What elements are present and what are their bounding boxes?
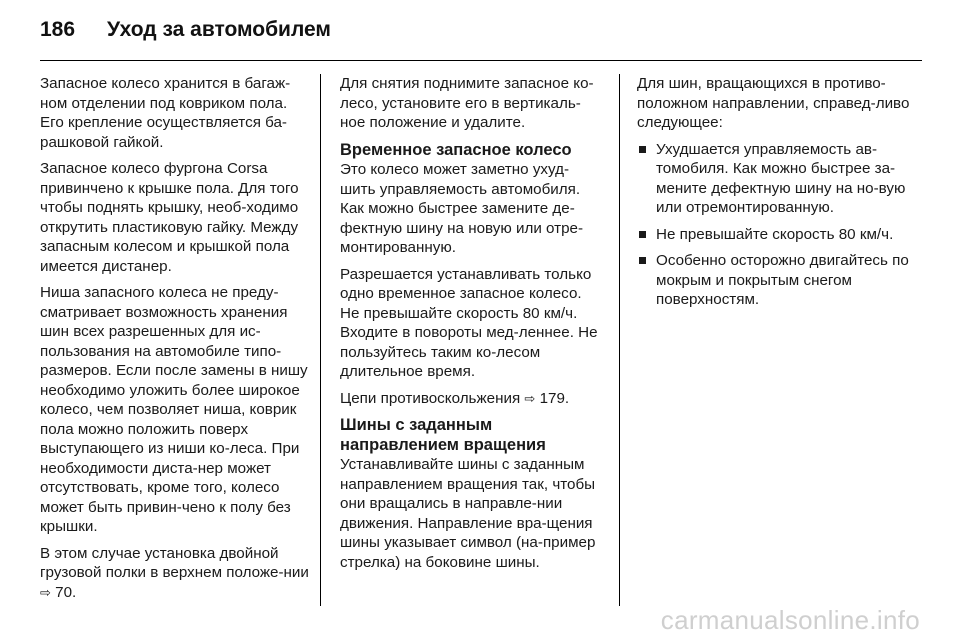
list-item-text: Особенно осторожно двигайтесь по мокрым и покрытым снегом поверхностям. (656, 252, 909, 308)
column-divider (320, 74, 321, 606)
paragraph: Устанавливайте шины с заданным направлением вращения так, чтобы они вращались в направле-нии движения. Направление вра-щения шины указывает символ (на-пример стрелка) на боковине шины. (340, 456, 596, 571)
page-reference-arrow-icon: ⇨ (524, 390, 536, 406)
page-title: Уход за автомобилем (107, 18, 331, 41)
list-item-text: Ухудшается управляемость ав-томобиля. Как можно быстрее за-мените дефектную шину на но-вую или отремонтированную. (656, 140, 906, 216)
column-3 (637, 74, 912, 317)
list-item (637, 140, 912, 218)
paragraph-text: Цепи противоскольжения (340, 389, 521, 407)
bullet-list (637, 140, 912, 310)
paragraph: Запасное колесо фургона Corsa привинчено к крышке пола. Для того чтобы поднять крышку, необ-ходимо открутить пластиковую гайку. Между запасным колесом и крышкой пола имеется дистанер. (40, 160, 299, 275)
bullet-square-icon (639, 257, 646, 264)
section-heading-temporary-spare: Временное запасное колесо (340, 140, 572, 159)
paragraph-text: В этом случае установка двойной грузовой полки в верхнем положе-нии (40, 544, 309, 581)
watermark: carmanualsonline.info (660, 605, 920, 635)
paragraph (40, 544, 312, 603)
section-heading-directional-tires: Шины с заданным направлением вращения (340, 416, 546, 454)
page-reference-arrow-icon: ⇨ (40, 584, 51, 600)
list-item (637, 251, 912, 310)
column-1 (40, 74, 312, 609)
paragraph: Для снятия поднимите запасное ко-лесо, установите его в вертикаль-ное положение и удалите. (340, 75, 594, 131)
paragraph: Запасное колесо хранится в багаж-ном отделении под ковриком пола. Его крепление осуществляется ба-рашковой гайкой. (40, 75, 291, 151)
column-divider (619, 74, 620, 606)
paragraph: Ниша запасного колеса не преду-сматривает возможность хранения шин всех разрешенных для ис-пользования на автомобиле типо-размеров. Если после замены в нишу необходимо уложить более широкое колесо, чем позволяет ниша, коврик пола можно положить поверх выступающего из ниши ко-леса. При необходимости диста-нер может отсутствовать, кроме того, колесо может быть привин-чено к полу без крышки. (40, 284, 308, 535)
list-item-text: Не превышайте скорость 80 км/ч. (656, 225, 894, 243)
paragraph: Разрешается устанавливать только одно временное запасное колесо. Не превышайте скорость 80 км/ч. Входите в повороты мед-леннее. Не пользуйтесь таким ко-лесом длительное время. (340, 265, 598, 380)
page-reference-link[interactable]: 70. (55, 583, 77, 601)
page-number: 186 (40, 18, 76, 41)
bullet-square-icon (639, 146, 646, 153)
bullet-square-icon (639, 231, 646, 238)
page-reference-link[interactable]: 179. (539, 389, 570, 407)
header-rule (40, 60, 922, 61)
paragraph: Для шин, вращающихся в противо-положном направлении, справед-ливо следующее: (637, 75, 910, 131)
paragraph: Это колесо может заметно ухуд-шить управляемость автомобиля. Как можно быстрее замените де-фектную шину на новую или отре-монтированную. (340, 161, 584, 256)
column-2 (340, 74, 604, 579)
list-item (637, 225, 912, 245)
page-header (40, 18, 331, 42)
paragraph (340, 389, 604, 409)
